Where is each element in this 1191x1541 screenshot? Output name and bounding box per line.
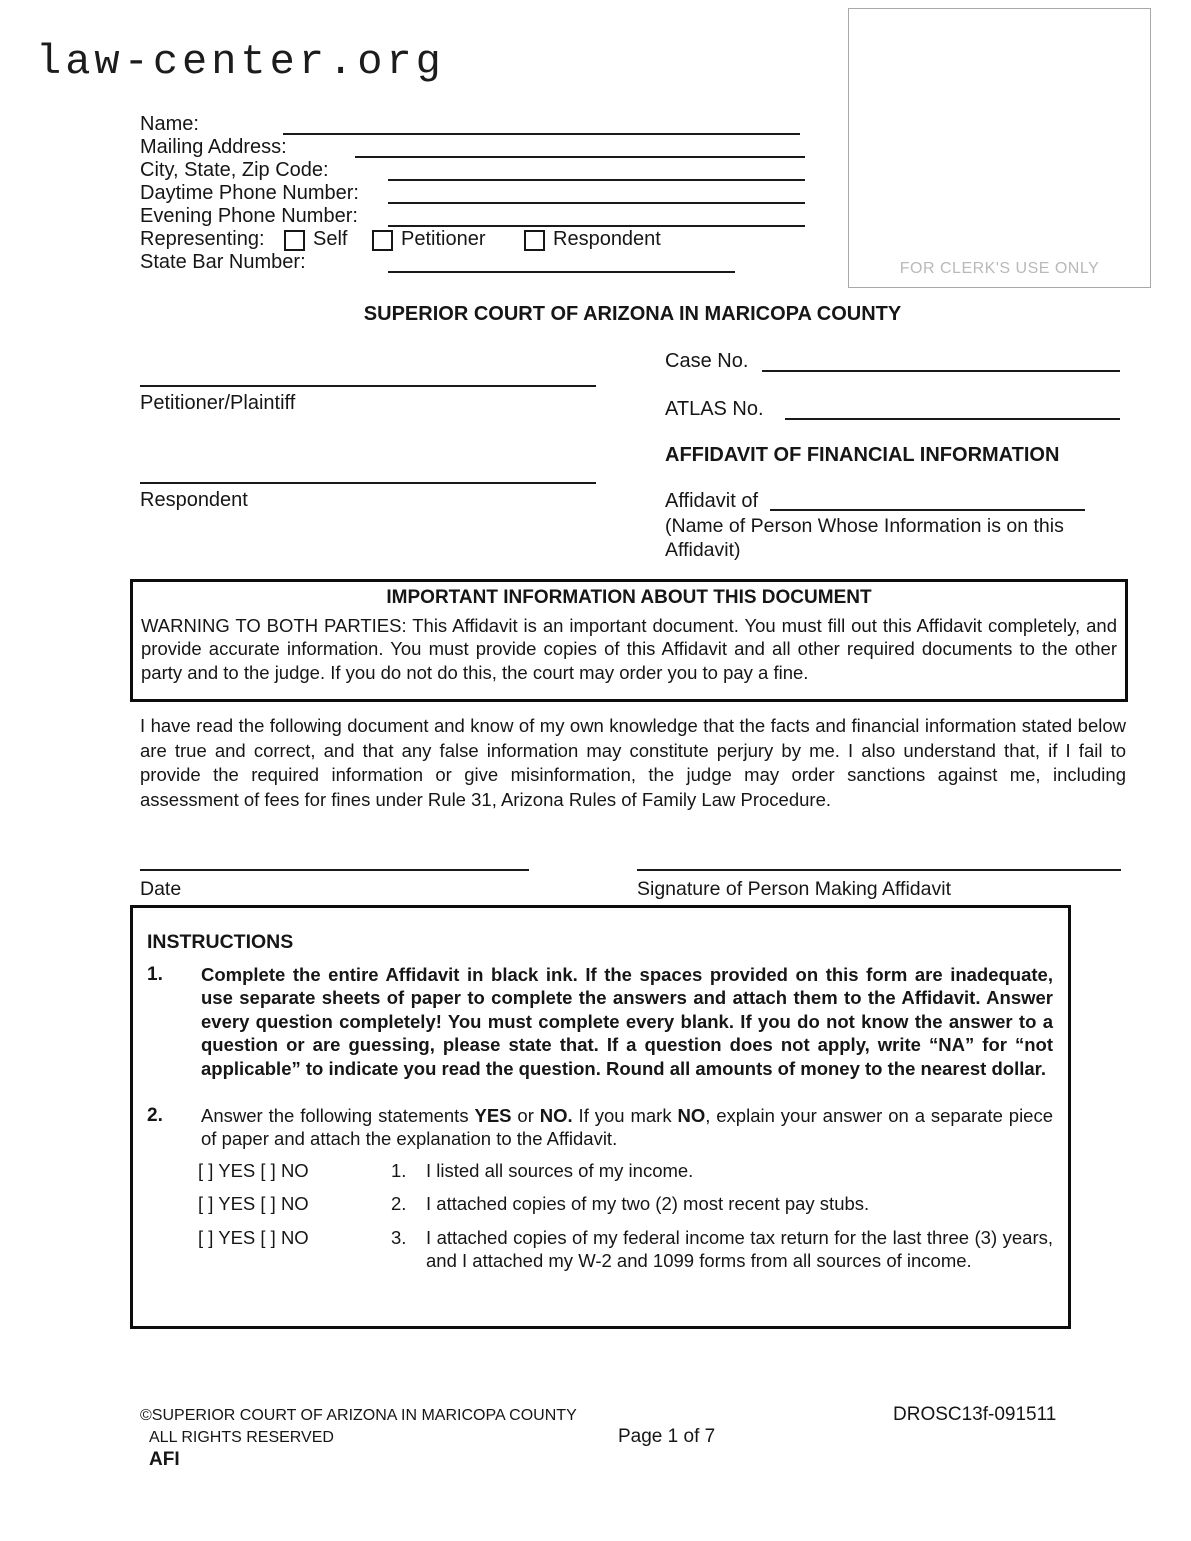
statement-3-number: 3. xyxy=(391,1226,407,1248)
atlas-no-field-line[interactable] xyxy=(785,418,1120,420)
petitioner-name-line[interactable] xyxy=(140,385,596,387)
warning-text: WARNING TO BOTH PARTIES: This Affidavit is an important document. You must fill out this Affidavit completely, and provide accurate information. You must provide copies of this Affidavit and all other required documents to the other party and to the judge. If you do not do this, the court may order you to pay a fine. xyxy=(141,615,1117,683)
instruction-2-number: 2. xyxy=(147,1105,163,1127)
statement-1-text: I listed all sources of my income. xyxy=(426,1159,694,1181)
clerk-use-label: FOR CLERK'S USE ONLY xyxy=(899,260,1100,277)
city-state-zip-field-line[interactable] xyxy=(388,179,805,181)
statement-2-yesno[interactable]: [ ] YES [ ] NO xyxy=(198,1193,309,1215)
case-no-field-line[interactable] xyxy=(762,370,1120,372)
statement-row-1 xyxy=(147,1159,1053,1182)
respondent-checkbox[interactable] xyxy=(524,230,545,251)
declaration-paragraph: I have read the following document and know of my own knowledge that the facts and financial information stated below are true and correct, and that any false information may constitute perjury by me. I also understand that, if I fail to provide the required information or give misinformation, the judge may order sanctions against me, including assessment of fees for fines under Rule 31, Arizona Rules of Family Law Procedure. xyxy=(140,715,1126,810)
mailing-address-label: Mailing Address: xyxy=(140,136,287,158)
affidavit-of-field-line[interactable] xyxy=(770,509,1085,511)
daytime-phone-field-line[interactable] xyxy=(388,202,805,204)
petitioner-checkbox[interactable] xyxy=(372,230,393,251)
footer-form-code: AFI xyxy=(149,1449,180,1470)
court-title: SUPERIOR COURT OF ARIZONA IN MARICOPA COUNTY xyxy=(363,303,902,325)
name-label: Name: xyxy=(140,113,199,135)
respondent-name-line[interactable] xyxy=(140,482,596,484)
clerk-use-box xyxy=(848,8,1151,288)
instruction-2-text: Answer the following statements YES or NO. If you mark NO, explain your answer on a separate piece of paper and attach the explanation to the Affidavit. xyxy=(201,1105,1054,1150)
self-checkbox[interactable] xyxy=(284,230,305,251)
state-bar-label: State Bar Number: xyxy=(140,251,306,273)
important-information-title: IMPORTANT INFORMATION ABOUT THIS DOCUMENT xyxy=(386,587,872,608)
evening-phone-label: Evening Phone Number: xyxy=(140,205,358,227)
respondent-label: Respondent xyxy=(140,489,248,511)
respondent-checkbox-label: Respondent xyxy=(553,228,661,250)
statement-3-text: I attached copies of my federal income tax return for the last three (3) years, and I attached my W-2 and 1099 forms from all sources of income. xyxy=(426,1226,1053,1272)
footer-copyright: ©SUPERIOR COURT OF ARIZONA IN MARICOPA COUNTY xyxy=(140,1407,577,1424)
affidavit-of-note-2: Affidavit) xyxy=(665,539,741,561)
representing-label: Representing: xyxy=(140,228,265,250)
document-title: AFFIDAVIT OF FINANCIAL INFORMATION xyxy=(665,444,1060,466)
statement-2-text: I attached copies of my two (2) most recent pay stubs. xyxy=(426,1193,870,1215)
statement-rows xyxy=(147,1159,1053,1273)
affidavit-of-label: Affidavit of xyxy=(665,490,759,512)
instruction-1-number: 1. xyxy=(147,964,163,985)
statement-1-number: 1. xyxy=(391,1159,407,1181)
instruction-1-text: Complete the entire Affidavit in black ink. If the spaces provided on this form are inadequate, use separate sheets of paper to complete the answers and attach them to the Affidavit. Answer every question completely! You must complete every blank. If you do not know the answer to a question or are guessing, please state that. If a question does not apply, write “NA” for “not applicable” to indicate you read the question. Round all amounts of money to the nearest dollar. xyxy=(201,964,1053,1079)
statement-row-3 xyxy=(147,1226,1053,1273)
instructions-heading: INSTRUCTIONS xyxy=(147,931,294,953)
petitioner-label: Petitioner/Plaintiff xyxy=(140,392,296,414)
footer-document-code: DROSC13f-091511 xyxy=(893,1404,1057,1425)
instruction-item-1 xyxy=(147,963,1053,1080)
city-state-zip-label: City, State, Zip Code: xyxy=(140,159,329,181)
signature-label: Signature of Person Making Affidavit xyxy=(637,878,951,900)
state-bar-field-line[interactable] xyxy=(388,271,735,273)
statement-row-2 xyxy=(147,1192,1053,1215)
mailing-address-field-line[interactable] xyxy=(355,156,805,158)
daytime-phone-label: Daytime Phone Number: xyxy=(140,182,359,204)
date-label: Date xyxy=(140,878,182,900)
petitioner-checkbox-label: Petitioner xyxy=(401,228,486,250)
footer-rights: ALL RIGHTS RESERVED xyxy=(149,1429,334,1446)
evening-phone-field-line[interactable] xyxy=(388,225,805,227)
case-no-label: Case No. xyxy=(665,350,749,372)
affidavit-of-note: (Name of Person Whose Information is on this xyxy=(665,515,1064,537)
name-field-line[interactable] xyxy=(283,133,800,135)
statement-3-yesno[interactable]: [ ] YES [ ] NO xyxy=(198,1226,309,1248)
atlas-no-label: ATLAS No. xyxy=(665,398,764,420)
signature-field-line[interactable] xyxy=(637,869,1121,871)
instructions-box xyxy=(130,905,1071,1329)
instruction-item-2 xyxy=(147,1104,1053,1151)
important-information-box xyxy=(130,579,1128,702)
self-checkbox-label: Self xyxy=(313,228,348,250)
footer-page-indicator: Page 1 of 7 xyxy=(618,1426,716,1447)
statement-2-number: 2. xyxy=(391,1193,407,1215)
date-field-line[interactable] xyxy=(140,869,529,871)
statement-1-yesno[interactable]: [ ] YES [ ] NO xyxy=(198,1159,309,1181)
site-logo: law-center.org xyxy=(36,38,445,86)
